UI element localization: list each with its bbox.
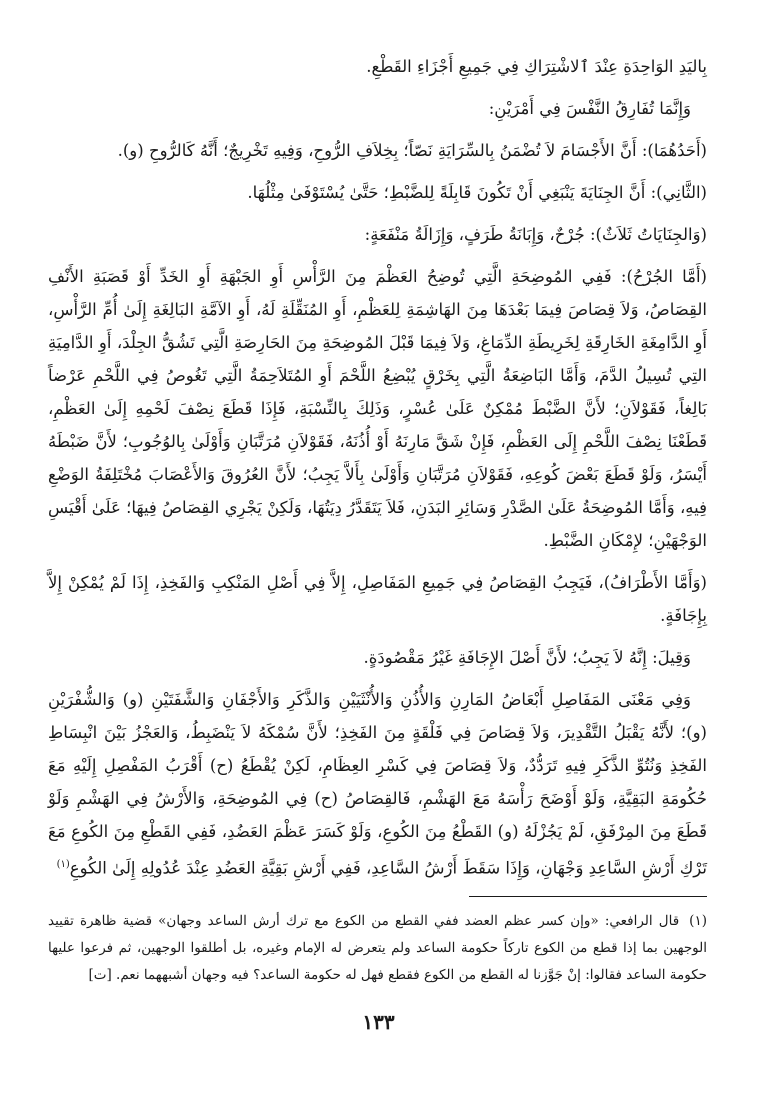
footnote-1 — [48, 908, 707, 989]
paragraph-2: وَإِنَّمَا تُفَارِقُ النَّفْسَ فِي أَمْرَيْنِ: — [488, 99, 691, 118]
paragraph-4: (الثَّانِي): أَنَّ الجِنَايَةَ يَنْبَغِي أَنْ تَكُونَ قَابِلَةً لِلضَّبْطِ؛ حَتَّىٰ يُسْتَوْفَىٰ مِثْلُهَا. — [247, 183, 707, 202]
main-text — [48, 50, 707, 885]
footnote-number: (١) — [689, 913, 707, 929]
page-number: ١٣٣ — [362, 1010, 395, 1034]
footnote-text: قال الرافعي: «وإن كسر عظم العضد ففي القطع من الكوع مع ترك أرش الساعد وجهان» قضية ظاهرة تقييد الوجهين بما إذا قطع من الكوع تاركاً حكومة الساعد ولم يتعرض له الإمام وغيره، بل أطلقوا الوجهين، ثم فرعوا عليها حكومة الساعد فقالوا: إنْ جَوَّزنا له القطع من الكوع فقطع فهل له حكومة الساعد؟ فيه وجهان أشبههما نعم. [ت] — [48, 913, 707, 983]
paragraph-8: وَقِيلَ: إِنَّهُ لاَ يَجِبُ؛ لأَنَّ أَصْلَ الإِجَافَةِ غَيْرُ مَقْصُودَةٍ. — [363, 648, 691, 667]
paragraph-7: (وَأَمَّا الأَطْرَافُ)، فَيَجِبُ القِصَاصُ فِي جَمِيعِ المَفَاصِلِ، إِلاَّ فِي أَصْلِ المَنْكِبِ وَالفَخِذِ، إِذَا لَمْ يُمْكِنْ إِلاَّ بِإِجَافَةٍ. — [48, 573, 707, 625]
paragraph-5: (وَالجِنَايَاتُ ثَلاَثٌ): جُرْحٌ، وَإِبَانَةُ طَرَفٍ، وَإِزَالَةُ مَنْفَعَةٍ: — [364, 225, 707, 244]
footnote-ref: (١) — [56, 859, 70, 870]
paragraph-6: (أَمَّا الجُرْحُ): فَفِي المُوضِحَةِ الَّتِي تُوضِحُ العَظْمَ مِنَ الرَّأْسِ أَوِ الجَبْهَةِ أَوِ الخَدِّ أَوْ قَصَبَةِ الأَنْفِ القِصَاصُ، وَلاَ قِصَاصَ فِيمَا بَعْدَهَا مِنَ الهَاشِمَةِ لِلعَظْمِ، أَوِ المُنَقِّلَةِ لَهُ، أَوِ الآمَّةِ البَالِغَةِ إِلَىٰ أُمِّ الرَّأْسِ، أَوِ الدَّامِغَةِ الخَارِقَةِ لِخَرِيطَةِ الدِّمَاغِ، وَلاَ فِيمَا قَبْلَ المُوضِحَةِ مِنَ الحَارِصَةِ الَّتِي تَشُقُّ الجِلْدَ، أَوِ الدَّامِيَةِ التِي تُسِيلُ الدَّمَ، وَأَمَّا البَاضِعَةُ الَّتِي بِخَرْقٍ يُبْضِعُ اللَّحْمَ أَوِ المُتَلاَحِمَةُ الَّتِي تَغُوصُ فِي اللَّحْمِ عَرْضاً بَالِغاً، فَقَوْلاَنِ؛ لأَنَّ الضَّبْطَ مُمْكِنٌ عَلَىٰ عُسْرٍ، وَذَلِكَ بِالنِّسْبَةِ، فَإِذَا قَطَعَ نِصْفَ لَحْمِهِ إِلَىٰ العَظْمِ، قَطَعْنَا نِصْفَ اللَّحْمِ إِلَى العَظْمِ، فَإِنْ شَقَّ مَارِنَهُ أَوْ أُذُنَهُ، فَقَوْلاَنِ مُرَتَّبَانِ وَأَوْلَىٰ بِالوُجُوبِ؛ لأَنَّ ضَبْطَهُ أَيْسَرُ، وَلَوْ قَطَعَ بَعْضَ كُوعِهِ، فَقَوْلاَنِ مُرَتَّبَانِ وَأَوْلَىٰ بِأَلاَّ يَجِبُ؛ لأَنَّ العُرُوقَ وَالأَعْصَابَ مُخْتَلِفَةُ الوَضْعِ فِيهِ، وَأَمَّا المُوضِحَةُ عَلَىٰ الصَّدْرِ وَسَائِرِ البَدَنِ، فَلاَ يَتَقَدَّرُ دِيَتُهَا، وَلَكِنْ يَجْرِي القِصَاصُ فِيهَا؛ عَلَىٰ أَقْيَسِ الوَجْهَيْنِ؛ لإِمْكَانِ الضَّبْطِ. — [48, 267, 707, 550]
paragraph-9-text: وَفِي مَعْنَى المَفَاصِلِ أَبْعَاضُ المَارِنِ وَالأُذُنِ وَالأُنْثَيَيْنِ وَالذَّكَرِ وَالأَجْفَانِ وَالشَّفَتَيْنِ (و) وَالشُّفْرَيْنِ (و)؛ لأَنَّهُ يَقْبَلُ التَّقْدِيرَ، وَلاَ قِصَاصَ فِي فَلْقَةٍ مِنَ الفَخِذِ؛ لأَنَّ سُمْكَهُ لاَ يَنْضَبِطُ، وَالعَجْزُ بَيْنَ انْبِسَاطِ الفَخِذِ وَنُتُوِّ الذَّكَرِ فِيهِ تَرَدُّدٌ، وَلاَ قِصَاصَ فِي كَسْرِ العِظَامِ، لَكِنْ يُقْطَعُ (ح) أَقْرَبُ المَفْصِلِ إِلَيْهِ مَعَ حُكُومَةِ البَقِيَّةِ، وَلَوْ أَوْضَحَ رَأْسَهُ مَعَ الهَشْمِ، فَالقِصَاصُ (ح) فِي المُوضِحَةِ، وَالأَرْشُ فِي الهَشْمِ وَلَوْ قَطَعَ مِنَ المِرْفَقِ، لَمْ يَجُزْلَهُ (و) القَطْعُ مِنَ الكُوعِ، وَلَوْ كَسَرَ عَظْمَ العَضُدِ، فَفِي القَطْعِ مِنَ الكُوعِ مَعَ تَرْكِ أَرْشِ السَّاعِدِ وَجْهَانِ، وَإِذَا سَقَطَ أَرْشُ السَّاعِدِ، فَفِي أَرْشِ بَقِيَّةِ العَضُدِ عِنْدَ عُدُولِهِ إِلَىٰ الكُوعِ — [48, 690, 707, 878]
paragraph-3: (أَحَدُهُمَا): أَنَّ الأَجْسَامَ لاَ تُضْمَنُ بِالسِّرَايَةِ نَصّاً؛ بِخِلاَفِ الرُّوحِ، وَفِيهِ تَخْرِيجٌ؛ أَنَّهُ كَالرُّوحِ (و). — [117, 141, 707, 160]
footnote-separator — [469, 896, 707, 897]
footnotes — [48, 908, 707, 989]
paragraph-1: بِاليَدِ الوَاحِدَةِ عِنْدَ ٱلاشْتِرَاكِ فِي جَمِيعِ أَجْزَاءِ القَطْعِ. — [366, 57, 707, 76]
paragraph-9 — [48, 683, 707, 885]
